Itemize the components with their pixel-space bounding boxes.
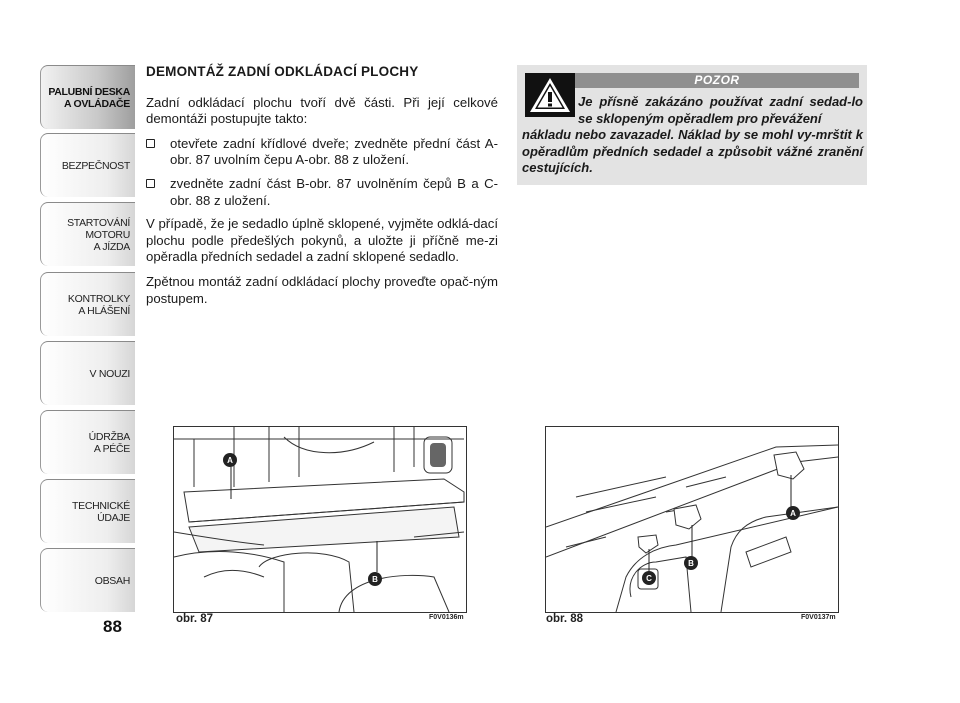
warning-box: [517, 65, 867, 185]
tab-label: KONTROLKY A HLÁŠENÍ: [67, 292, 130, 317]
tab-udrzba[interactable]: [40, 410, 135, 474]
tab-bezpecnost[interactable]: [40, 133, 135, 197]
callout-b: [368, 572, 382, 586]
figure-87-code: F0V0136m: [429, 614, 464, 621]
tab-label: STARTOVÁNÍ MOTORU A JÍZDA: [67, 216, 130, 253]
warning-text-rest: nákladu nebo zavazadel. Náklad by se mohl vy-mrštit k opěradlům předních sedadel a způsobit vážné zranění cestujících.: [522, 127, 863, 175]
list-item: [146, 136, 498, 169]
svg-text:A: A: [227, 456, 233, 465]
intro-paragraph: Zadní odkládací plochu tvoří dvě části. Při její celkové demontáži postupujte takto:: [146, 94, 498, 127]
svg-text:B: B: [372, 575, 378, 584]
checkbox-bullet-icon: [146, 179, 155, 188]
warning-text-first: Je přísně zakázáno používat zadní sedad-lo se sklopeným opěradlem pro převážení: [578, 94, 863, 126]
article: [146, 64, 498, 315]
list-item-text: zvedněte zadní část B-obr. 87 uvolněním čepů B a C-obr. 88 z uložení.: [170, 175, 498, 208]
tab-label: V NOUZI: [89, 367, 130, 380]
tab-palubni-deska[interactable]: [40, 65, 135, 129]
svg-text:A: A: [790, 509, 796, 518]
tab-v-nouzi[interactable]: [40, 341, 135, 405]
tab-obsah[interactable]: [40, 548, 135, 612]
paragraph: Zpětnou montáž zadní odkládací plochy proveďte opač-ným postupem.: [146, 273, 498, 306]
figure-88-code: F0V0137m: [801, 614, 836, 621]
figure-88-caption: obr. 88: [546, 613, 584, 625]
tab-startovani[interactable]: [40, 202, 135, 266]
page-number: 88: [103, 617, 122, 636]
tab-label: ÚDRŽBA A PÉČE: [88, 430, 130, 455]
warning-title: POZOR: [575, 73, 859, 88]
callout-a: [786, 506, 800, 520]
tab-label: BEZPEČNOST: [61, 159, 130, 172]
tab-technicke-udaje[interactable]: [40, 479, 135, 543]
callout-b: [684, 556, 698, 570]
list-item-text: otevřete zadní křídlové dveře; zvedněte přední část A-obr. 87 uvolním čepu A-obr. 88 z uložení.: [170, 135, 498, 168]
callout-a: [223, 453, 237, 467]
figure-87-caption: obr. 87: [176, 613, 214, 625]
warning-text: [522, 94, 863, 177]
section-heading: DEMONTÁŽ ZADNÍ ODKLÁDACÍ PLOCHY: [146, 64, 419, 79]
list-item: [146, 176, 498, 209]
checkbox-bullet-icon: [146, 139, 155, 148]
figure-88-callouts: [546, 427, 838, 612]
figure-87-illustration: [173, 426, 467, 613]
svg-text:B: B: [688, 559, 694, 568]
figure-88-illustration: [545, 426, 839, 613]
tab-label: OBSAH: [94, 574, 130, 587]
tab-label: TECHNICKÉ ÚDAJE: [72, 499, 130, 524]
callout-c: [642, 571, 656, 585]
tab-label: PALUBNÍ DESKA A OVLÁDAČE: [48, 85, 130, 110]
paragraph: V případě, že je sedadlo úplně sklopené, vyjměte odklá-dací plochu podle předešlých pokynů, a uložte ji příčně me-zi opěradla předních sedadel a zadní sklopené sedadlo.: [146, 216, 498, 265]
figure-87-callouts: [174, 427, 466, 612]
svg-text:C: C: [646, 574, 652, 583]
tab-kontrolky[interactable]: [40, 272, 135, 336]
